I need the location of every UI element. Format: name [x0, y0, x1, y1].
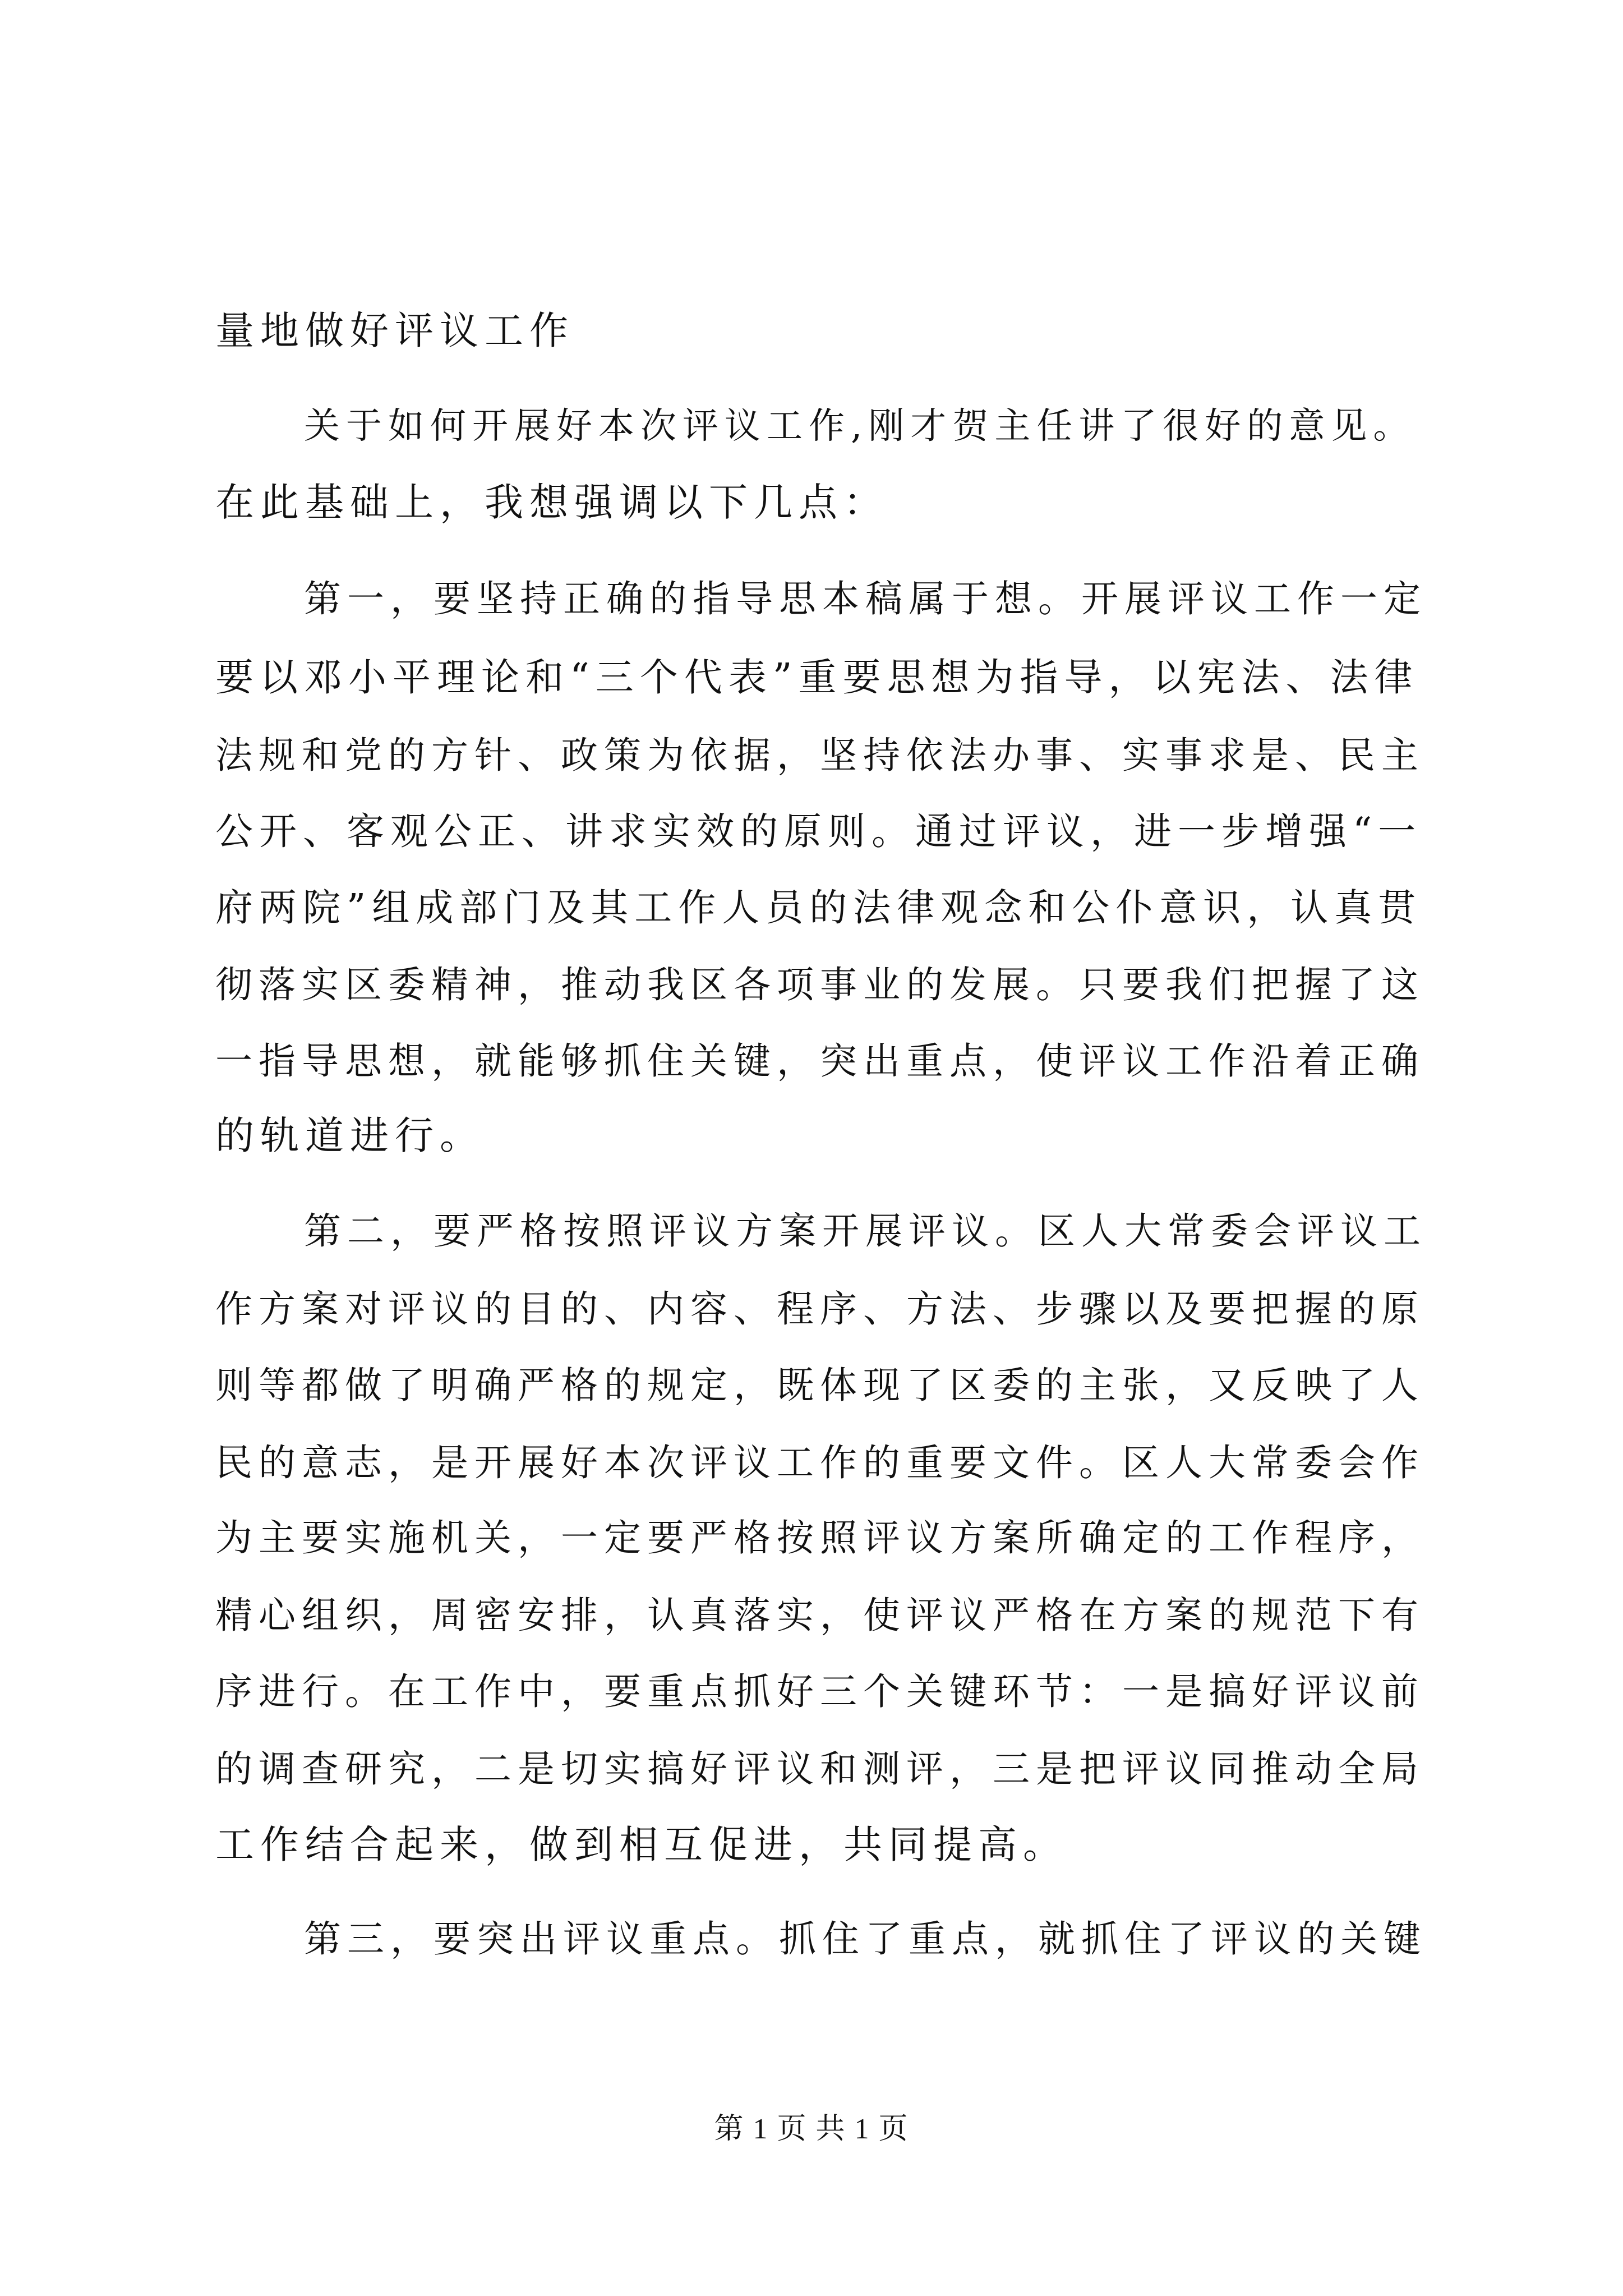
paragraph-first-line: 关于如何开展好本次评议工作,刚才贺主任讲了很好的意见。 [304, 406, 1415, 447]
page-number-footer: 第 1 页 共 1 页 [714, 2113, 909, 2145]
paragraph-first-line: 第二，要严格按照评议方案开展评议。区人大常委会评议工 [304, 1209, 1427, 1253]
text-line: 精心组织，周密安排，认真落实，使评议严格在方案的规范下有 [215, 1594, 1424, 1637]
text-line: 府两院”组成部门及其工作人员的法律观念和公仆意识，认真贯 [215, 886, 1422, 930]
text-line: 为主要实施机关，一定要严格按照评议方案所确定的工作程序， [215, 1516, 1424, 1559]
text-line: 一指导思想，就能够抓住关键，突出重点，使评议工作沿着正确 [215, 1039, 1424, 1083]
text-line: 公开、客观公正、讲求实效的原则。通过评议，进一步增强“一 [215, 809, 1422, 853]
text-line: 要以邓小平理论和“三个代表”重要思想为指导，以宪法、法律 [215, 656, 1419, 700]
text-line: 序进行。在工作中，要重点抓好三个关键环节：一是搞好评议前 [215, 1670, 1424, 1713]
text-line: 在此基础上，我想强调以下几点： [215, 480, 888, 525]
text-line: 工作结合起来，做到相互促进，共同提高。 [215, 1823, 1068, 1867]
text-line: 作方案对评议的目的、内容、程序、方法、步骤以及要把握的原 [215, 1287, 1424, 1331]
text-line: 的调查研究，二是切实搞好评议和测评，三是把评议同推动全局 [215, 1747, 1424, 1791]
paragraph-first-line: 第三，要突出评议重点。抓住了重点，就抓住了评议的关键 [304, 1917, 1427, 1961]
text-line: 民的意志，是开展好本次评议工作的重要文件。区人大常委会作 [215, 1441, 1424, 1484]
text-line: 彻落实区委精神，推动我区各项事业的发展。只要我们把握了这 [215, 963, 1424, 1006]
text-line: 法规和党的方针、政策为依据，坚持依法办事、实事求是、民主 [215, 734, 1424, 777]
text-line: 则等都做了明确严格的规定，既体现了区委的主张，又反映了人 [215, 1364, 1424, 1407]
text-line: 的轨道进行。 [215, 1114, 485, 1158]
paragraph-first-line: 第一，要坚持正确的指导思本稿属于想。开展评议工作一定 [304, 577, 1427, 620]
text-line: 量地做好评议工作 [215, 309, 574, 353]
